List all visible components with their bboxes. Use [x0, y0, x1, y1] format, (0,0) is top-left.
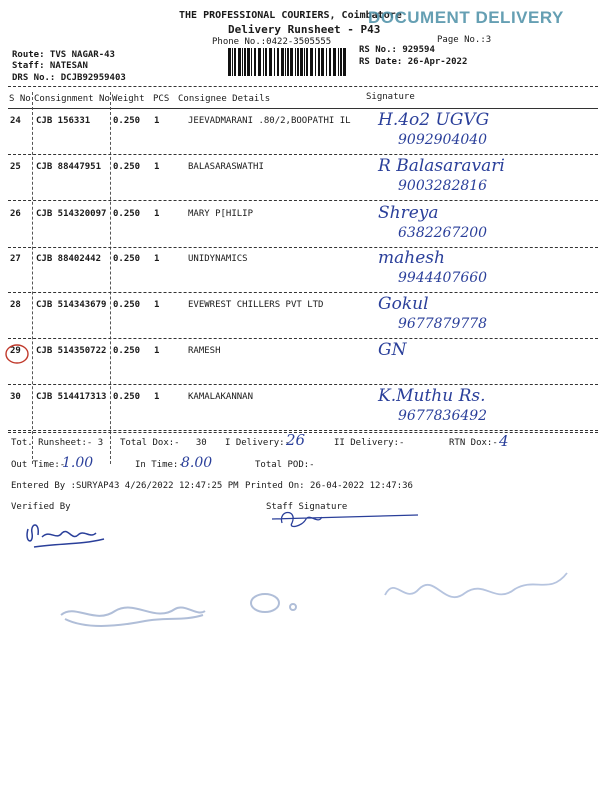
row-sno: 25 — [10, 162, 21, 172]
rtn-dox-value: 4 — [499, 432, 509, 450]
barcode-bar — [295, 48, 296, 76]
table-row — [0, 110, 600, 156]
table-row — [0, 248, 600, 294]
barcode-bar — [277, 48, 279, 76]
row-weight: 0.250 — [113, 392, 141, 402]
barcode-bar — [306, 48, 308, 76]
row-divider — [8, 384, 598, 385]
row-consignee: JEEVADMARANI .80/2,BOOPATHI IL — [188, 116, 351, 126]
barcode-bar — [247, 48, 250, 76]
faded-stamp — [55, 585, 315, 635]
row-sno: 30 — [10, 392, 21, 402]
row-sno: 24 — [10, 116, 21, 126]
row-consignment-no: CJB 88447951 — [36, 162, 102, 172]
barcode-bar — [254, 48, 256, 76]
page-title: Delivery Runsheet - P43 — [228, 23, 381, 36]
company-name: THE PROFESSIONAL COURIERS, Coimbatore — [179, 10, 402, 21]
row-pcs: 1 — [154, 300, 160, 310]
row-consignee: EVEWREST CHILLERS PVT LTD — [188, 300, 324, 310]
barcode-bar — [269, 48, 272, 76]
barcode-bar — [329, 48, 331, 76]
total-dox: Total Dox:- 30 — [120, 438, 207, 448]
row-signature-name: H.4o2 UGVG — [378, 110, 490, 130]
rs-number: RS No.: 929594 — [359, 45, 435, 55]
col-header-weight: Weight — [112, 94, 145, 104]
table-row — [0, 294, 600, 340]
barcode-bar — [297, 48, 299, 76]
barcode-bar — [234, 48, 236, 76]
in-time-label: In Time:- — [135, 460, 184, 470]
barcode-bar — [251, 48, 252, 76]
out-time-value: 1.00 — [62, 455, 94, 471]
row-signature-phone: 9677879778 — [398, 316, 488, 332]
barcode-bar — [321, 48, 324, 76]
row-29-circle-mark — [3, 341, 33, 367]
row-pcs: 1 — [154, 346, 160, 356]
staff-signature-label: Staff Signature — [266, 502, 348, 512]
row-signature-name: GN — [378, 340, 407, 360]
row-consignee: KAMALAKANNAN — [188, 392, 254, 402]
total-pod-label: Total POD:- — [255, 460, 315, 470]
row-signature-phone: 9092904040 — [398, 132, 488, 148]
row-divider — [8, 338, 598, 339]
out-time-label: Out Time:- — [11, 460, 66, 470]
barcode-bar — [263, 48, 264, 76]
row-signature-name: R Balasaravari — [378, 156, 505, 176]
barcode-bar — [287, 48, 289, 76]
barcode-bar — [318, 48, 320, 76]
row-weight: 0.250 — [113, 209, 141, 219]
row-pcs: 1 — [154, 254, 160, 264]
barcode-bar — [274, 48, 275, 76]
row-weight: 0.250 — [113, 346, 141, 356]
row-sno: 29 — [10, 346, 21, 356]
row-signature-name: K.Muthu Rs. — [378, 386, 486, 406]
row-consignment-no: CJB 514417313 — [36, 392, 107, 402]
row-consignment-no: CJB 514343679 — [36, 300, 107, 310]
barcode-bar — [333, 48, 336, 76]
printed-on: Printed On: 26-04-2022 12:47:36 — [245, 481, 413, 491]
barcode-bar — [326, 48, 327, 76]
i-delivery-value: 26 — [286, 431, 306, 449]
rtn-dox-label: RTN Dox:- — [449, 438, 498, 448]
verified-by-label: Verified By — [11, 502, 71, 512]
barcode-bar — [244, 48, 246, 76]
row-consignment-no: CJB 88402442 — [36, 254, 102, 264]
row-pcs: 1 — [154, 162, 160, 172]
barcode-bar — [242, 48, 243, 76]
verifier-signature — [20, 515, 110, 555]
barcode-bar — [300, 48, 303, 76]
row-pcs: 1 — [154, 209, 160, 219]
table-row — [0, 203, 600, 249]
row-weight: 0.250 — [113, 162, 141, 172]
barcode-bar — [238, 48, 241, 76]
row-consignment-no: CJB 514320097 — [36, 209, 107, 219]
col-header-sno: S No — [9, 94, 31, 104]
entered-by: Entered By :SURYAP43 4/26/2022 12:47:25 PM — [11, 481, 239, 491]
col-header-signature: Signature — [366, 92, 415, 102]
barcode-bar — [310, 48, 313, 76]
table-header-rule — [8, 108, 598, 109]
row-sno: 28 — [10, 300, 21, 310]
table-row — [0, 156, 600, 202]
barcode-bar — [340, 48, 342, 76]
header-divider — [8, 86, 598, 87]
row-divider — [8, 292, 598, 293]
row-signature-phone: 6382267200 — [398, 225, 488, 241]
faded-signature — [375, 565, 575, 620]
row-pcs: 1 — [154, 116, 160, 126]
row-signature-phone: 9003282816 — [398, 178, 488, 194]
ii-delivery-label: II Delivery:- — [334, 438, 405, 448]
barcode — [228, 48, 348, 76]
row-consignment-no: CJB 156331 — [36, 116, 91, 126]
barcode-bar — [304, 48, 305, 76]
col-header-consignment: Consignment No — [34, 94, 110, 104]
i-delivery-label: I Delivery:- — [225, 438, 291, 448]
col-header-consignee: Consignee Details — [178, 94, 271, 104]
barcode-bar — [232, 48, 233, 76]
drs-number: DRS No.: DCJB92959403 — [12, 73, 126, 83]
barcode-bar — [290, 48, 293, 76]
row-signature-name: Gokul — [378, 294, 429, 314]
staff-signature — [268, 505, 423, 530]
document-delivery-stamp: DOCUMENT DELIVERY — [368, 8, 564, 27]
route-label: Route: TVS NAGAR-43 — [12, 50, 115, 60]
row-sno: 27 — [10, 254, 21, 264]
barcode-bar — [338, 48, 339, 76]
row-consignee: UNIDYNAMICS — [188, 254, 248, 264]
table-row — [0, 386, 600, 432]
row-signature-name: Shreya — [378, 203, 439, 223]
staff-label: Staff: NATESAN — [12, 61, 88, 71]
col-header-pcs: PCS — [153, 94, 170, 104]
phone-number: Phone No.:0422-3505555 — [212, 37, 332, 47]
in-time-value: 8.00 — [181, 455, 213, 471]
barcode-bar — [343, 48, 346, 76]
row-weight: 0.250 — [113, 116, 141, 126]
barcode-bar — [265, 48, 267, 76]
row-pcs: 1 — [154, 392, 160, 402]
row-sno: 26 — [10, 209, 21, 219]
row-divider — [8, 200, 598, 201]
table-row — [0, 340, 600, 386]
rs-date: RS Date: 26-Apr-2022 — [359, 57, 468, 67]
row-signature-phone: 9677836492 — [398, 408, 488, 424]
barcode-bar — [285, 48, 286, 76]
row-divider — [8, 154, 598, 155]
row-signature-phone: 9944407660 — [398, 270, 488, 286]
barcode-bar — [228, 48, 231, 76]
row-consignee: RAMESH — [188, 346, 221, 356]
row-consignee: BALASARASWATHI — [188, 162, 264, 172]
row-signature-name: mahesh — [378, 248, 445, 268]
page-number: Page No.:3 — [437, 35, 492, 45]
row-consignee: MARY P[HILIP — [188, 209, 254, 219]
barcode-bar — [258, 48, 261, 76]
total-runsheet: Tot. Runsheet:- 3 — [11, 438, 104, 448]
row-consignment-no: CJB 514350722 — [36, 346, 107, 356]
row-weight: 0.250 — [113, 300, 141, 310]
barcode-bar — [281, 48, 284, 76]
row-weight: 0.250 — [113, 254, 141, 264]
barcode-bar — [315, 48, 316, 76]
